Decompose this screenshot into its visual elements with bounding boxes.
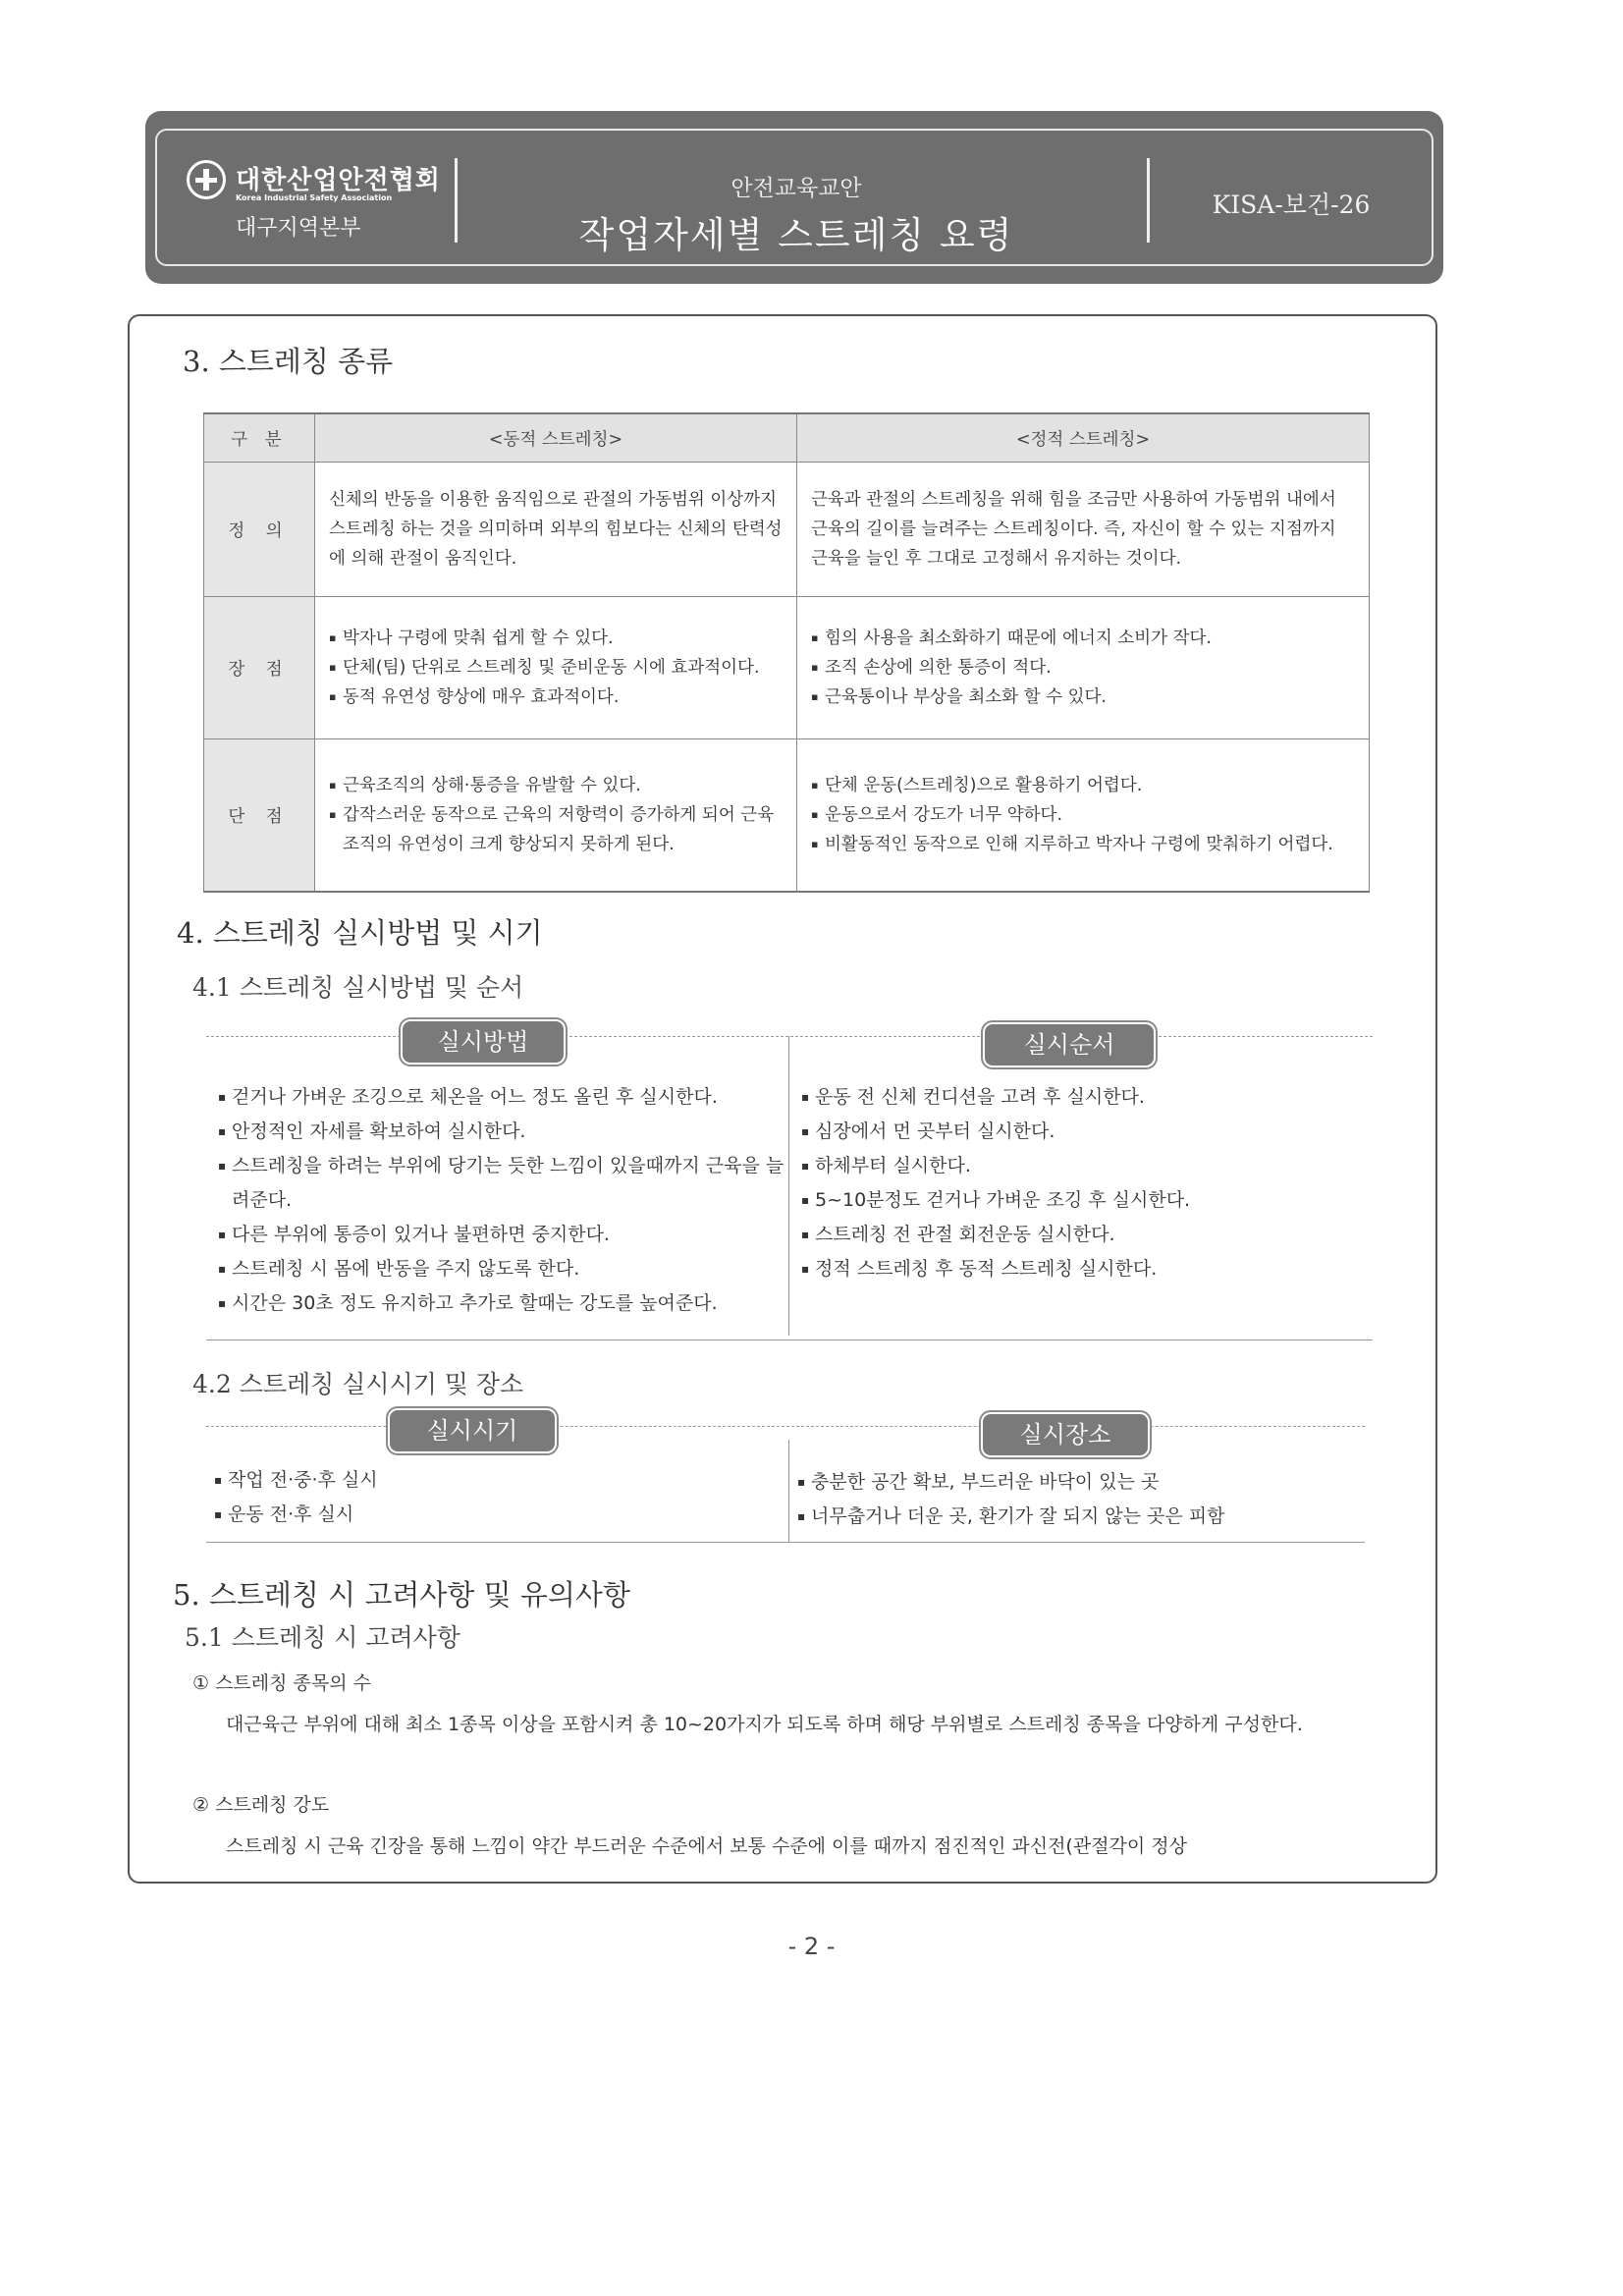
section-5-1-heading: 5.1 스트레칭 시 고려사항 [185, 1623, 460, 1652]
bullet-item: ▪ 단체(팀) 단위로 스트레칭 및 준비운동 시에 효과적이다. [329, 653, 783, 683]
divider-line [206, 1542, 1365, 1543]
page-number: - 2 - [787, 1933, 836, 1960]
list-item: ▪ 운동 전 신체 컨디션을 고려 후 실시한다. [801, 1080, 1190, 1115]
stretching-types-table [203, 412, 1370, 893]
bullet-item: ▪ 갑작스러운 동작으로 근육의 저항력이 증가하게 되어 근육 조직의 유연성이 크게 향상되지 못하게 된다. [329, 800, 783, 859]
table-header-row [204, 413, 1370, 463]
table-header-static: <정적 스트레칭> [797, 413, 1370, 463]
place-title: 실시장소 [983, 1414, 1148, 1455]
item-2-text: 스트레칭 시 근육 긴장을 통해 느낌이 약간 부드러운 수준에서 보통 수준에 이를 때까지 점진적인 과신전(관절각이 정상 [226, 1835, 1188, 1857]
order-title: 실시순서 [985, 1024, 1154, 1066]
header-banner [145, 111, 1443, 284]
row-label: 정 의 [204, 463, 315, 597]
dynamic-cell [315, 463, 797, 597]
cell-text: 근육과 관절의 스트레칭을 위해 힘을 조금만 사용하여 가동범위 내에서 근육의 길이를 늘려주는 스트레칭이다. 즉, 자신이 할 수 있는 지점까지 근육을 늘인 후 그대로 고정해서 유지하는 것이다. [811, 490, 1336, 569]
cell-text: 신체의 반동을 이용한 움직임으로 관절의 가동범위 이상까지 스트레칭 하는 것을 의미하며 외부의 힘보다는 신체의 탄력성에 의해 관절이 움직인다. [329, 490, 783, 569]
item-1-text: 대근육근 부위에 대해 최소 1종목 이상을 포함시켜 총 10~20가지가 되도록 하며 해당 부위별로 스트레칭 종목을 다양하게 구성한다. [226, 1714, 1303, 1735]
list-item: ▪ 하체부터 실시한다. [801, 1149, 1190, 1183]
divider-line [206, 1339, 1373, 1340]
doc-subtitle: 안전교육교안 [730, 176, 862, 201]
static-cell [797, 597, 1370, 739]
bullet-item: ▪ 비활동적인 동작으로 인해 지루하고 박자나 구령에 맞춰하기 어렵다. [811, 830, 1355, 859]
dynamic-cell [315, 739, 797, 893]
list-item: ▪ 스트레칭 전 관절 회전운동 실시한다. [801, 1218, 1190, 1252]
section-4-2-heading: 4.2 스트레칭 실시시기 및 장소 [192, 1370, 524, 1398]
timing-list [214, 1463, 378, 1532]
bullet-item: ▪ 근육통이나 부상을 최소화 할 수 있다. [811, 683, 1355, 712]
bullet-item: ▪ 박자나 구령에 맞춰 쉽게 할 수 있다. [329, 624, 783, 653]
divider-line [206, 1426, 1365, 1427]
org-branch: 대구지역본부 [236, 216, 361, 241]
table-row [204, 597, 1370, 739]
header-inner-frame [155, 129, 1434, 266]
section-3-heading: 3. 스트레칭 종류 [183, 345, 394, 378]
header-divider [1147, 158, 1150, 243]
method-list [218, 1080, 791, 1321]
order-list [801, 1080, 1190, 1286]
section-4-1-heading: 4.1 스트레칭 실시방법 및 순서 [192, 973, 524, 1002]
bullet-item: ▪ 조직 손상에 의한 통증이 적다. [811, 653, 1355, 683]
divider-line [206, 1036, 1373, 1037]
column-divider [788, 1440, 789, 1542]
table-header-category: 구 분 [204, 413, 315, 463]
table-header-dynamic: <동적 스트레칭> [315, 413, 797, 463]
bullet-item: ▪ 운동으로서 강도가 너무 약하다. [811, 800, 1355, 830]
method-title: 실시방법 [403, 1021, 564, 1063]
place-list [797, 1465, 1224, 1534]
bullet-item: ▪ 단체 운동(스트레칭)으로 활용하기 어렵다. [811, 771, 1355, 800]
static-cell [797, 463, 1370, 597]
list-item: ▪ 시간은 30초 정도 유지하고 추가로 할때는 강도를 높여준다. [218, 1286, 791, 1321]
list-item: ▪ 5~10분정도 걷거나 가벼운 조깅 후 실시한다. [801, 1183, 1190, 1218]
dynamic-cell [315, 597, 797, 739]
doc-title: 작업자세별 스트레칭 요령 [578, 214, 1014, 256]
item-2-title: ② 스트레칭 강도 [192, 1794, 330, 1816]
list-item: ▪ 걷거나 가벼운 조깅으로 체온을 어느 정도 올린 후 실시한다. [218, 1080, 791, 1115]
list-item: ▪ 심장에서 먼 곳부터 실시한다. [801, 1115, 1190, 1149]
row-label: 단 점 [204, 739, 315, 893]
section-4-heading: 4. 스트레칭 실시방법 및 시기 [177, 916, 543, 950]
list-item: ▪ 작업 전·중·후 실시 [214, 1463, 378, 1498]
doc-code: KISA-보건-26 [1212, 191, 1371, 219]
section-5-heading: 5. 스트레칭 시 고려사항 및 유의사항 [173, 1578, 630, 1612]
list-item: ▪ 너무춥거나 더운 곳, 환기가 잘 되지 않는 곳은 피함 [797, 1500, 1224, 1534]
list-item: ▪ 운동 전·후 실시 [214, 1498, 378, 1532]
org-name: 대한산업안전협회 [236, 166, 441, 195]
list-item: ▪ 다른 부위에 통증이 있거나 불편하면 중지한다. [218, 1218, 791, 1252]
item-1-title: ① 스트레칭 종목의 수 [192, 1672, 371, 1694]
list-item: ▪ 스트레칭을 하려는 부위에 당기는 듯한 느낌이 있을때까지 근육을 늘려준다. [218, 1149, 791, 1218]
list-item: ▪ 정적 스트레칭 후 동적 스트레칭 실시한다. [801, 1252, 1190, 1286]
table-row [204, 739, 1370, 893]
list-item: ▪ 안정적인 자세를 확보하여 실시한다. [218, 1115, 791, 1149]
table-row [204, 463, 1370, 597]
timing-title: 실시시기 [390, 1410, 555, 1451]
org-english-name: Korea Industrial Safety Association [236, 193, 393, 202]
bullet-item: ▪ 동적 유연성 향상에 매우 효과적이다. [329, 683, 783, 712]
bullet-item: ▪ 근육조직의 상해·통증을 유발할 수 있다. [329, 771, 783, 800]
bullet-item: ▪ 힘의 사용을 최소화하기 때문에 에너지 소비가 작다. [811, 624, 1355, 653]
static-cell [797, 739, 1370, 893]
list-item: ▪ 스트레칭 시 몸에 반동을 주지 않도록 한다. [218, 1252, 791, 1286]
row-label: 장 점 [204, 597, 315, 739]
list-item: ▪ 충분한 공간 확보, 부드러운 바닥이 있는 곳 [797, 1465, 1224, 1500]
